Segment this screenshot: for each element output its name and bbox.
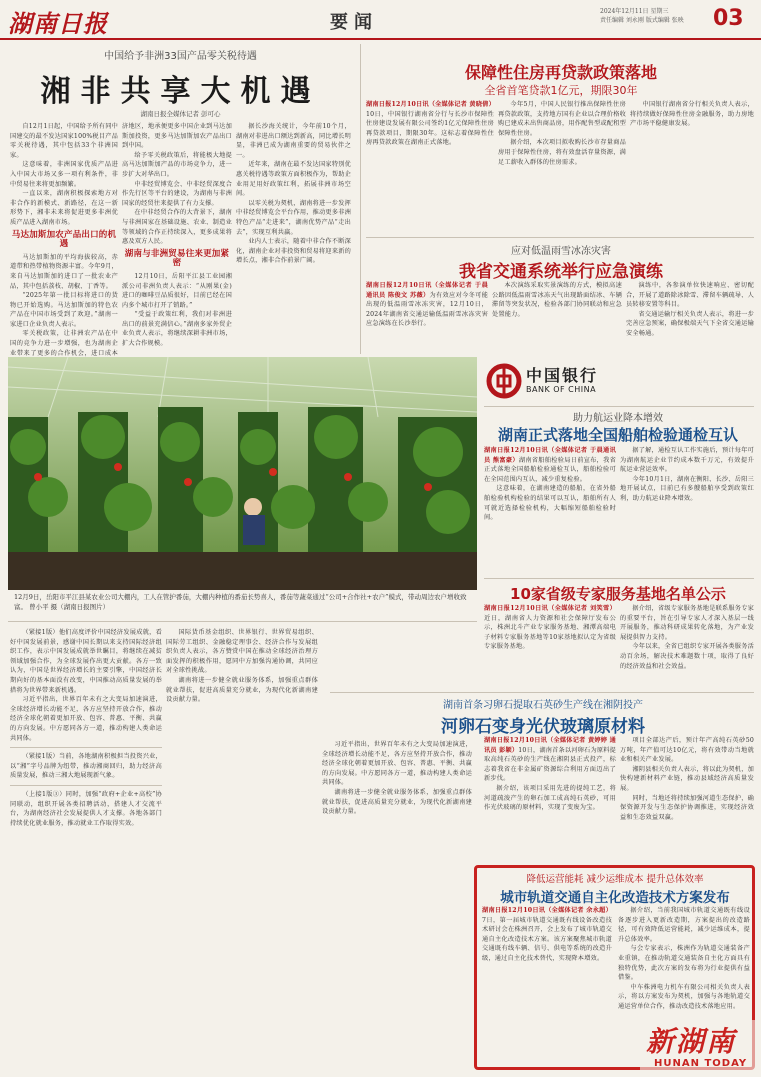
bank-para: 据介绍，本次项目拟收购长沙市存量商品房用于保障性住房，将有效盘活存量资源，满足工薪收入群体的住房需求。 [498,139,626,166]
section-divider [366,237,754,238]
glass-headline: 河卵石变身光伏玻璃原材料 [441,717,645,737]
bank-subheadline: 全省首笔贷款1亿元，期限30年 [484,84,638,97]
bank-para: 今年5月，中国人民银行推出保障性住房再贷款政策，支持地方国有企业以合理价格收购已建成未出售商品房，用作配售型或配租型保障性住房。 [498,101,626,137]
experts-para: 今年以来，全省已组织专家开展各类服务活动百余场，解决技术难题数十项，取得了良好的经济效益和社会效益。 [620,643,754,670]
section-divider [330,692,754,693]
bottom-para: （上接1版③）同时，加强“政府+企业+高校”协同联动，组织开展各类招聘活动，搭建人才交流平台，为湖南经济社会发展提供人才支撑。各地各部门持续优化就业服务，推动就业工作取得实效。 [10,790,162,827]
experts-column-2 [620,604,754,688]
metro-para: 7日，第一届城市轨道交通既有线设备改造技术研讨会在株洲召开，会上发布了城市轨道交通自主化改造技术方案。该方案聚焦城市轨道交通既有线车辆、信号、供电等系统的改造升级，通过自主化技术替代，实现降本增效。 [482,916,612,962]
bank-dateline: 湖南日报12月10日讯（全媒体记者 黄晓倩） [366,101,495,108]
ship-headline: 湖南正式落地全国船舶检验通检互认 [497,426,738,444]
bottom-para: 国际货币基金组织、世界银行、世界贸易组织、国际劳工组织、金融稳定理事会、经济合作与发展组织负责人表示，各方赞赏中国在推动全球经济治理方面发挥的积极作用，愿同中方加强沟通协调，共同应对全球性挑战。 [166,629,318,675]
glass-para: 湘阴县相关负责人表示，将以此为契机，加快构建新材料产业链，推动县域经济高质量发展。 [620,765,754,792]
stamp-brand-english: HUNAN TODAY [654,1058,748,1069]
ship-para: 湖南省船舶检验局日前宣布，我省正式落地全国船舶检验通检互认，船舶检验可在全国范围内互认，减少重复检验。 [484,456,616,483]
section-divider [8,621,477,622]
section-divider [484,406,754,407]
metro-dateline: 湖南日报12月10日讯（全媒体记者 余永超） [482,907,612,914]
bottom-para: 湖南将进一步健全就业服务体系，加强重点群体就业帮扶，促进高质量充分就业，为现代化新湖南建设贡献力量。 [322,788,472,816]
bottom-column-3 [322,740,472,1068]
metro-para: 与会专家表示，株洲作为轨道交通装备产业重镇，在推动轨道交通装备自主化方面具有独特优势，此次方案的发布将为行业提供有益借鉴。 [618,945,750,982]
new-hunan-stamp [640,1020,756,1072]
glass-para: 10日，湖南首条以河卵石为原料提取高纯石英砂的生产线在湘阴县正式投产，标志着我省在非金属矿资源综合利用方面迈出了新步伐。 [484,746,616,783]
ship-column-2 [620,446,754,574]
glass-para: 同时，当地还将持续加强河道生态保护，确保资源开发与生态保护协调推进，实现经济效益和生态效益双赢。 [620,794,754,821]
bottom-column-1 [10,628,162,1068]
lead-para: 济地区，地承便更多中国企业到马达加斯加投资，更多马达加斯加农产品出口到中国。 [122,123,232,150]
bank-column-3 [630,100,754,230]
glass-kicker: 湖南首条习卵石提取石英砂生产线在湘阴投产 [443,700,643,711]
bottom-column-2 [166,628,318,1068]
masthead [0,0,761,40]
drill-column-2 [492,281,622,359]
lead-para: 据长沙海关统计，今年前10个月，湖南对非进出口额达到新高，同比增长明显，非洲已成为湖南重要的贸易伙伴之一。 [236,123,351,159]
drill-para: 演练中，各参演单位快速响应、密切配合，开展了道路除冰除雪、滞留车辆疏导、人员转移安置等科目。 [626,282,754,309]
ship-para: 据了解，通检互认工作实施后，预计每年可为湖南航运企业节约成本数千万元，有效提升航运业营运效率。 [620,447,754,474]
section-divider [484,578,754,579]
bottom-para: 湖南将进一步健全就业服务体系，加强重点群体就业帮扶，促进高质量充分就业，为现代化新湖南建设贡献力量。 [166,676,318,704]
experts-dateline: 湖南日报12月10日讯（全媒体记者 刘笑雪） [484,605,616,612]
glass-para: 项目全部达产后，预计年产高纯石英砂50万吨，年产值可达10亿元，将有效带动当地就业和相关产业发展。 [620,737,754,764]
glass-para: 据介绍，该项目采用先进的提纯工艺，将河道疏浚产生的卵石加工成高纯石英砂，可用作光伏玻璃的原材料，实现了变废为宝。 [484,784,616,812]
greenhouse-illustration [8,357,477,590]
drill-dateline: 湖南日报12月10日讯（全媒体记者 于晨通讯员 陈俊文 苏薇） [366,282,488,299]
metro-para: 中车株洲电力机车有限公司相关负责人表示，将以方案发布为契机，加强与各地轨道交通运营单位合作，推动改造技术落地应用。 [618,983,750,1010]
lead-para: “受益于政策红利，我们对非洲进出口的前景充满信心。”湖南多家外贸企业负责人表示，将继续深耕非洲市场，扩大合作规模。 [122,311,232,348]
photo-caption: 12月9日，岳阳市平江县某农业公司大棚内，工人在管护番茄，大棚内种植的番茄长势喜人，番茄等蔬菜通过“公司+合作社+农户”模式，带动周边农户增收致富。 曾小平 摄（湖南日报图片） [14,593,467,611]
drill-para: 为有效应对今冬可能出现的低温雨雪冰冻灾害，12月10日，2024年湖南省交通运输低温雨雪冰冻灾害应急演练在长沙举行。 [366,291,488,328]
drill-para: 省交通运输厅相关负责人表示，将进一步完善应急预案，确保极端天气下全省交通运输安全畅通。 [626,310,754,337]
date-info [600,7,710,25]
lead-headline: 湘非共享大机遇 [40,74,321,109]
experts-para: 据介绍，省级专家服务基地是联系服务专家的重要平台，旨在引导专家人才深入基层一线开展服务，推动科研成果转化落地，为产业发展提供智力支持。 [620,605,754,641]
drill-para: 本次演练采取实景演练的方式，模拟高速公路因低温雨雪冰冻天气出现路面结冰、车辆滞留等突发状况，检验各部门协同联动和应急处置能力。 [492,282,622,318]
lead-subheading: 湖南与非洲贸易往来更加紧密 [124,248,230,269]
bottom-para: 习近平指出，世界百年未有之大变局加速演进，全球经济增长动能不足，各方应坚持开放合作，推动经济全球化朝着更加开放、包容、普惠、平衡、共赢的方向发展。中方愿同各方一道，推动构建人类命运共同体。 [10,696,162,742]
lead-byline: 湖南日报全媒体记者 彭可心 [140,110,221,118]
lead-para: 马达加斯加的平均海拔较高，赤道带和热带植物资源丰富。今年9月，来自马达加斯加的进口了一批农业产品，其中包括荔枝、胡椒、丁香等。 [10,253,118,290]
editor-credits: 责任编辑 刘永刚 版式编辑 张映 [600,17,684,24]
lead-column-2 [122,122,232,354]
lead-para: “2025年第一批目标将进口的货物已开始选购。马达加斯加的特色农产品在中国市场受到了欢迎。”湖南一家进口企业负责人表示。 [10,292,118,328]
lead-para: 在中非经贸合作的大背景下，湖南与非洲国家在基础设施、农业、制造业等领域的合作正持续深入，更多成果将惠及双方人民。 [122,209,232,246]
ship-para: 这意味着，在湖南建造的船舶，在省外船舶检验机构检验的结果可以互认，船舶所有人可就近选择检验机构，大幅缩短船舶检验时间。 [484,485,616,522]
metro-column-1 [482,906,612,1064]
issue-date: 2024年12月11日 星期三 [600,8,669,15]
drill-kicker: 应对低温雨雪冰冻灾害 [511,246,611,257]
experts-para: 近日，湖南省人力资源和社会保障厅发布公示，株洲北斗产业专家服务基地、湘潭高端电子材料专家服务基地等10家基地拟认定为省级专家服务基地。 [484,614,616,651]
bottom-para: （紧接1版）他们高度评价中国经济发展成就，看好中国发展前景，感谢中国长期以来支持国际经济组织工作，表示中国发展成就举世瞩目，将继续在减贫领域加强合作，为全球发展作出更大贡献。各方一致认为，中国是世界经济增长的主要引擎，中国经济长期向好的基本面没有改变，中国推动高质量发展的举措将为世界带来新机遇。 [10,629,162,694]
experts-headline: 10家省级专家服务基地名单公示 [510,585,726,603]
metro-column-2 [618,906,750,1018]
bottom-para: （紧接1版）当前，各地湖南积极担当投资兴业，以“湘”字号品牌为纽带，推动湘商回归，助力经济高质量发展，推动三湘大地展现新气象。 [10,753,162,780]
lead-column-1 [10,122,118,357]
ship-kicker: 助力航运业降本增效 [573,413,663,424]
bank-column-1 [366,100,494,230]
metro-para: 据介绍，当前我国城市轨道交通既有线设备逐步进入更新改造期，方案提出的改造路径，可有效降低运营能耗，减少运维成本，提升总体效率。 [618,907,750,943]
drill-column-3 [626,281,754,401]
lead-column-3 [236,122,351,354]
lead-para: 中非经贸博览会、中非经贸深度合作先行区等平台的建设，为湖南与非洲国家的经贸往来提供了有力支撑。 [122,180,232,207]
bank-of-china-ad [486,361,608,401]
lead-para: 自12月1日起，中国给予所有同中国建交的最不发达国家100%税目产品零关税待遇，其中包括33个非洲国家。 [10,123,118,159]
lead-para: 一直以来，湖南积极探索地方对非合作的新模式、新路径，在这一新形势下，湘非未来将促进更多非洲优质产品进入湖南市场。 [10,190,118,226]
page-number: 03 [713,6,744,31]
bank-headline: 保障性住房再贷款政策落地 [464,63,657,82]
ship-para: 今年10月1日，湖南在衡阳、长沙、岳阳三地开展试点，目前已有多艘船舶享受到政策红利，助力航运业降本增效。 [620,475,754,502]
column-divider [360,44,361,354]
lead-para: 给予零关税政策后，将能极大地提高马达加斯加产品的市场竞争力，进一步扩大对华出口。 [122,151,232,178]
bank-para: 中国银行湖南省分行相关负责人表示，将持续做好保障性住房金融服务，助力房地产市场平稳健康发展。 [630,101,754,128]
section-title: 要闻 [330,12,378,33]
metro-kicker: 降低运营能耗 减少运维成本 提升总体效率 [526,874,704,885]
experts-column-1 [484,604,616,688]
lead-para: 12月10日，岳阳平江县工业园湘派公司非洲负责人表示：“从刚果(金)进口的咖啡豆品质很好，目前已经在国内多个城市打开了销路。” [122,272,232,309]
lead-kicker: 中国给予非洲33国产品零关税待遇 [104,51,257,62]
bank-logo-english: BANK OF CHINA [526,385,597,394]
glass-column-2 [620,736,754,860]
newspaper-logo: 湖南日报 [8,9,108,38]
ship-column-1 [484,446,616,574]
lead-subheading: 马达加斯加农产品出口的机遇 [11,229,117,250]
lead-para: 近年来，湖南在最不发达国家特别优惠关税待遇等政策方面积极作为，帮助企业用足用好政策红利，拓展非洲市场空间。 [236,161,351,198]
section-divider [10,785,162,786]
metro-headline: 城市轨道交通自主化改造技术方案发布 [500,890,730,906]
lead-para: 以零关税为契机，湖南将进一步发挥中非经贸博览会平台作用，推动更多非洲特色产品“走进来”，湖南优势产品“走出去”，实现互利共赢。 [236,199,351,236]
lead-para: 业内人士表示，随着中非合作不断深化，湖南企业对非投资和贸易将迎来新的增长点，湘非合作前景广阔。 [236,238,351,265]
drill-headline: 我省交通系统举行应急演练 [459,262,663,282]
bank-logo-text: 中国银行 [526,366,599,385]
bank-column-2 [498,100,626,230]
glass-dateline: 湖南日报12月10日讯（全媒体记者 黄婷婷 通讯员 彭颖） [484,737,616,754]
glass-column-1 [484,736,616,860]
section-divider [10,747,162,748]
lead-para: 这意味着，非洲国家优质产品进入中国大市场又多一项有利条件，非中贸易往来将更加频繁。 [10,161,118,188]
bottom-para: 习近平指出，世界百年未有之大变局加速演进，全球经济增长动能不足，各方应坚持开放合作，推动经济全球化朝着更加开放、包容、普惠、平衡、共赢的方向发展。中方愿同各方一道，推动构建人类命运共同体。 [322,741,472,787]
stamp-brand: 新湖南 [646,1025,737,1058]
ship-dateline: 湖南日报12月10日讯（全媒体记者 于晨通讯员 熊富豪） [484,447,616,464]
lead-para: 零关税政策，让非洲农产品在中国的竞争力进一步增强，也为湖南企业带来了更多的合作机会，进口成本 [10,330,118,357]
bank-para: 10日，中国银行湖南省分行与长沙市保障性住房建设发展有限公司签约1亿元保障性住房再贷款项目，期限30年。这标志着保障性住房再贷款政策在湖南正式落地。 [366,110,494,147]
greenhouse-photo [8,357,477,590]
